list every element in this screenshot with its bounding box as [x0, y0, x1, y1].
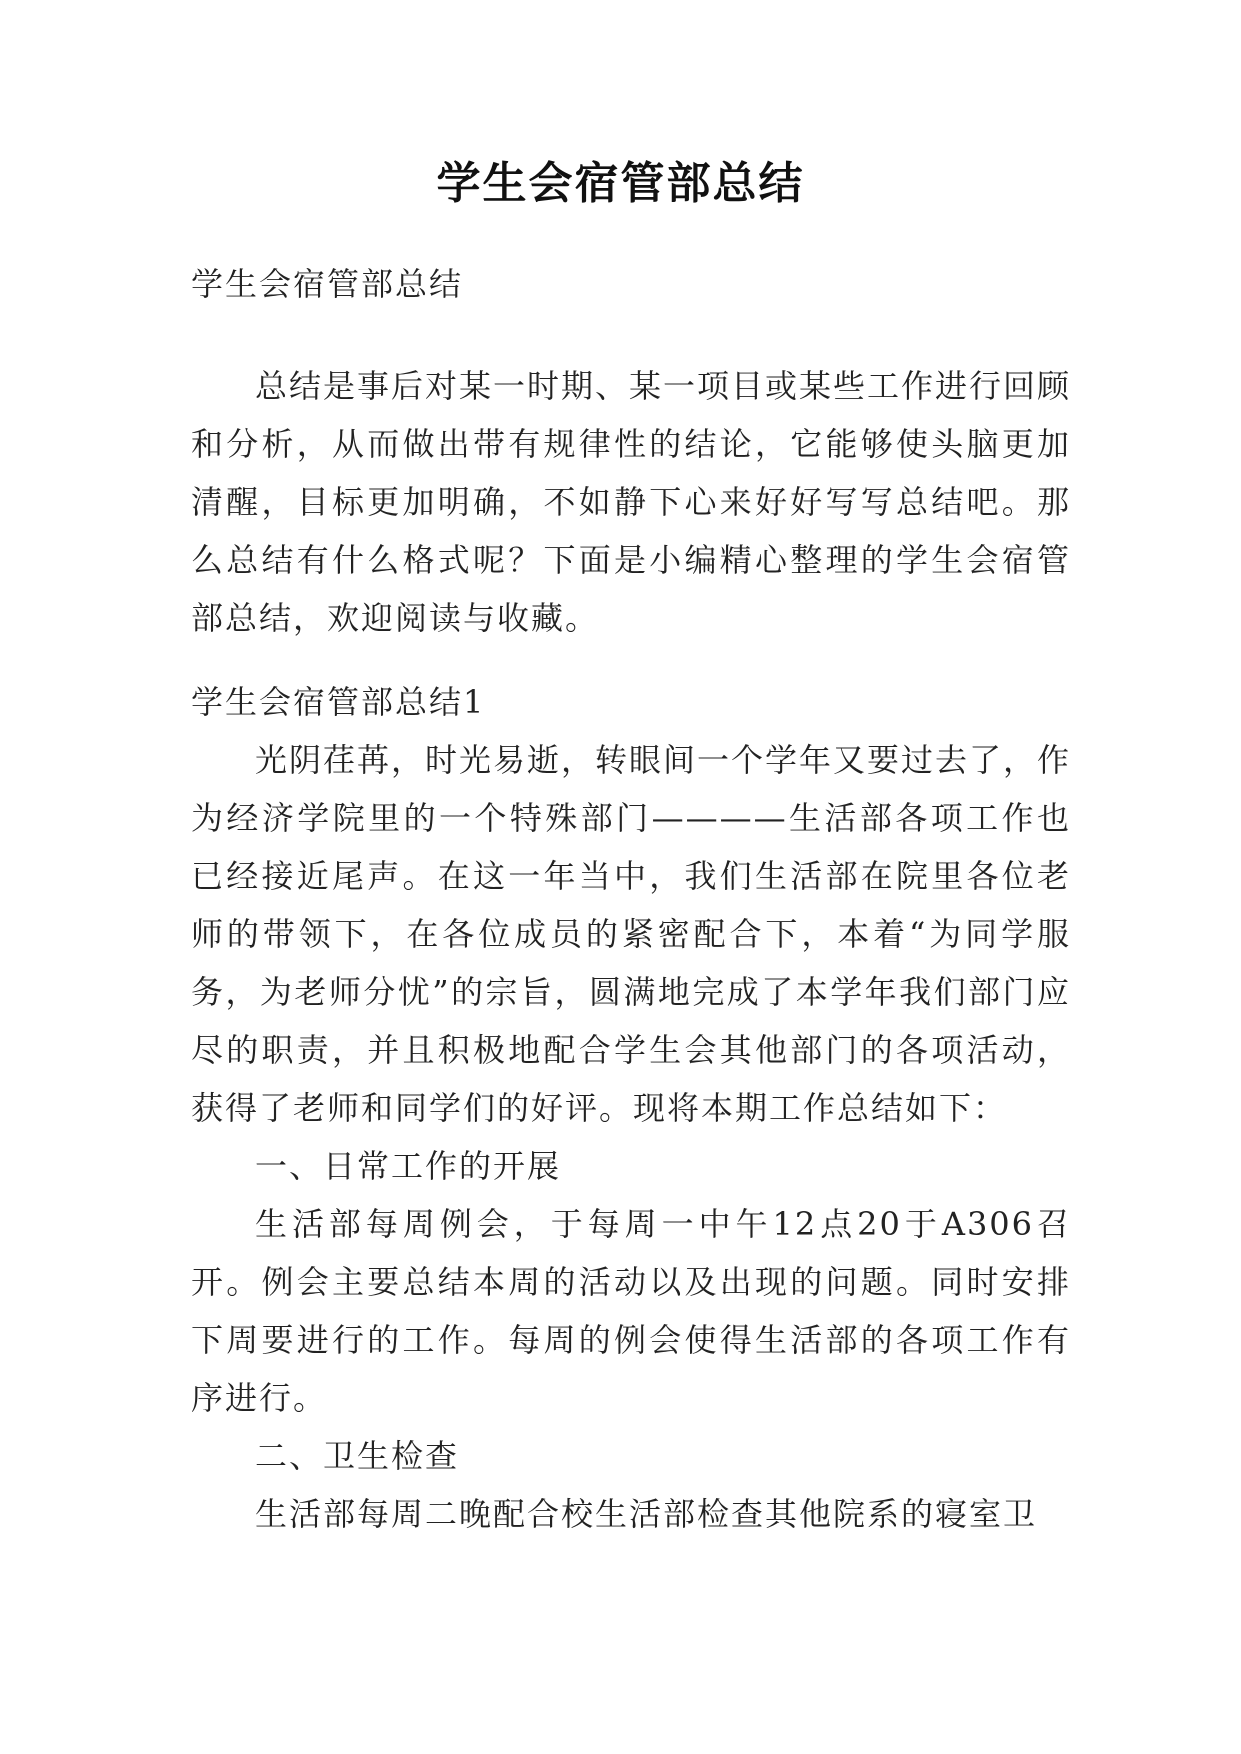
subtitle-text: 学生会宿管部总结	[191, 265, 464, 303]
document-title: 学生会宿管部总结	[436, 158, 805, 209]
section-1-heading-2: 二、卫生检查	[255, 1437, 460, 1475]
section-1-title: 学生会宿管部总结1	[191, 683, 486, 721]
section-1-heading-1: 一、日常工作的开展	[255, 1147, 562, 1185]
intro-paragraph: 总结是事后对某一时期、某一项目或某些工作进行回顾和分析，从而做出带有规律性的结论，它能够使头脑更加清醒，目标更加明确，不如静下心来好好写写总结吧。那么总结有什么格式呢？下面是小编精心整理的学生会宿管部总结，欢迎阅读与收藏。	[191, 367, 1072, 637]
section-1-paragraph-1: 光阴荏苒，时光易逝，转眼间一个学年又要过去了，作为经济学院里的一个特殊部门————生活部各项工作也已经接近尾声。在这一年当中，我们生活部在院里各位老师的带领下，在各位成员的紧密配合下，本着“为同学服务，为老师分忧”的宗旨，圆满地完成了本学年我们部门应尽的职责，并且积极地配合学生会其他部门的各项活动，获得了老师和同学们的好评。现将本期工作总结如下：	[191, 741, 1072, 1127]
intro-section	[191, 357, 1071, 647]
section-1-paragraph-3: 生活部每周二晚配合校生活部检查其他院系的寝室卫	[255, 1495, 1038, 1533]
document-subtitle	[191, 255, 1071, 313]
section-1	[191, 673, 1071, 1543]
section-1-paragraph-2: 生活部每周例会，于每周一中午12点20于A306召开。例会主要总结本周的活动以及出现的问题。同时安排下周要进行的工作。每周的例会使得生活部的各项工作有序进行。	[191, 1205, 1071, 1417]
